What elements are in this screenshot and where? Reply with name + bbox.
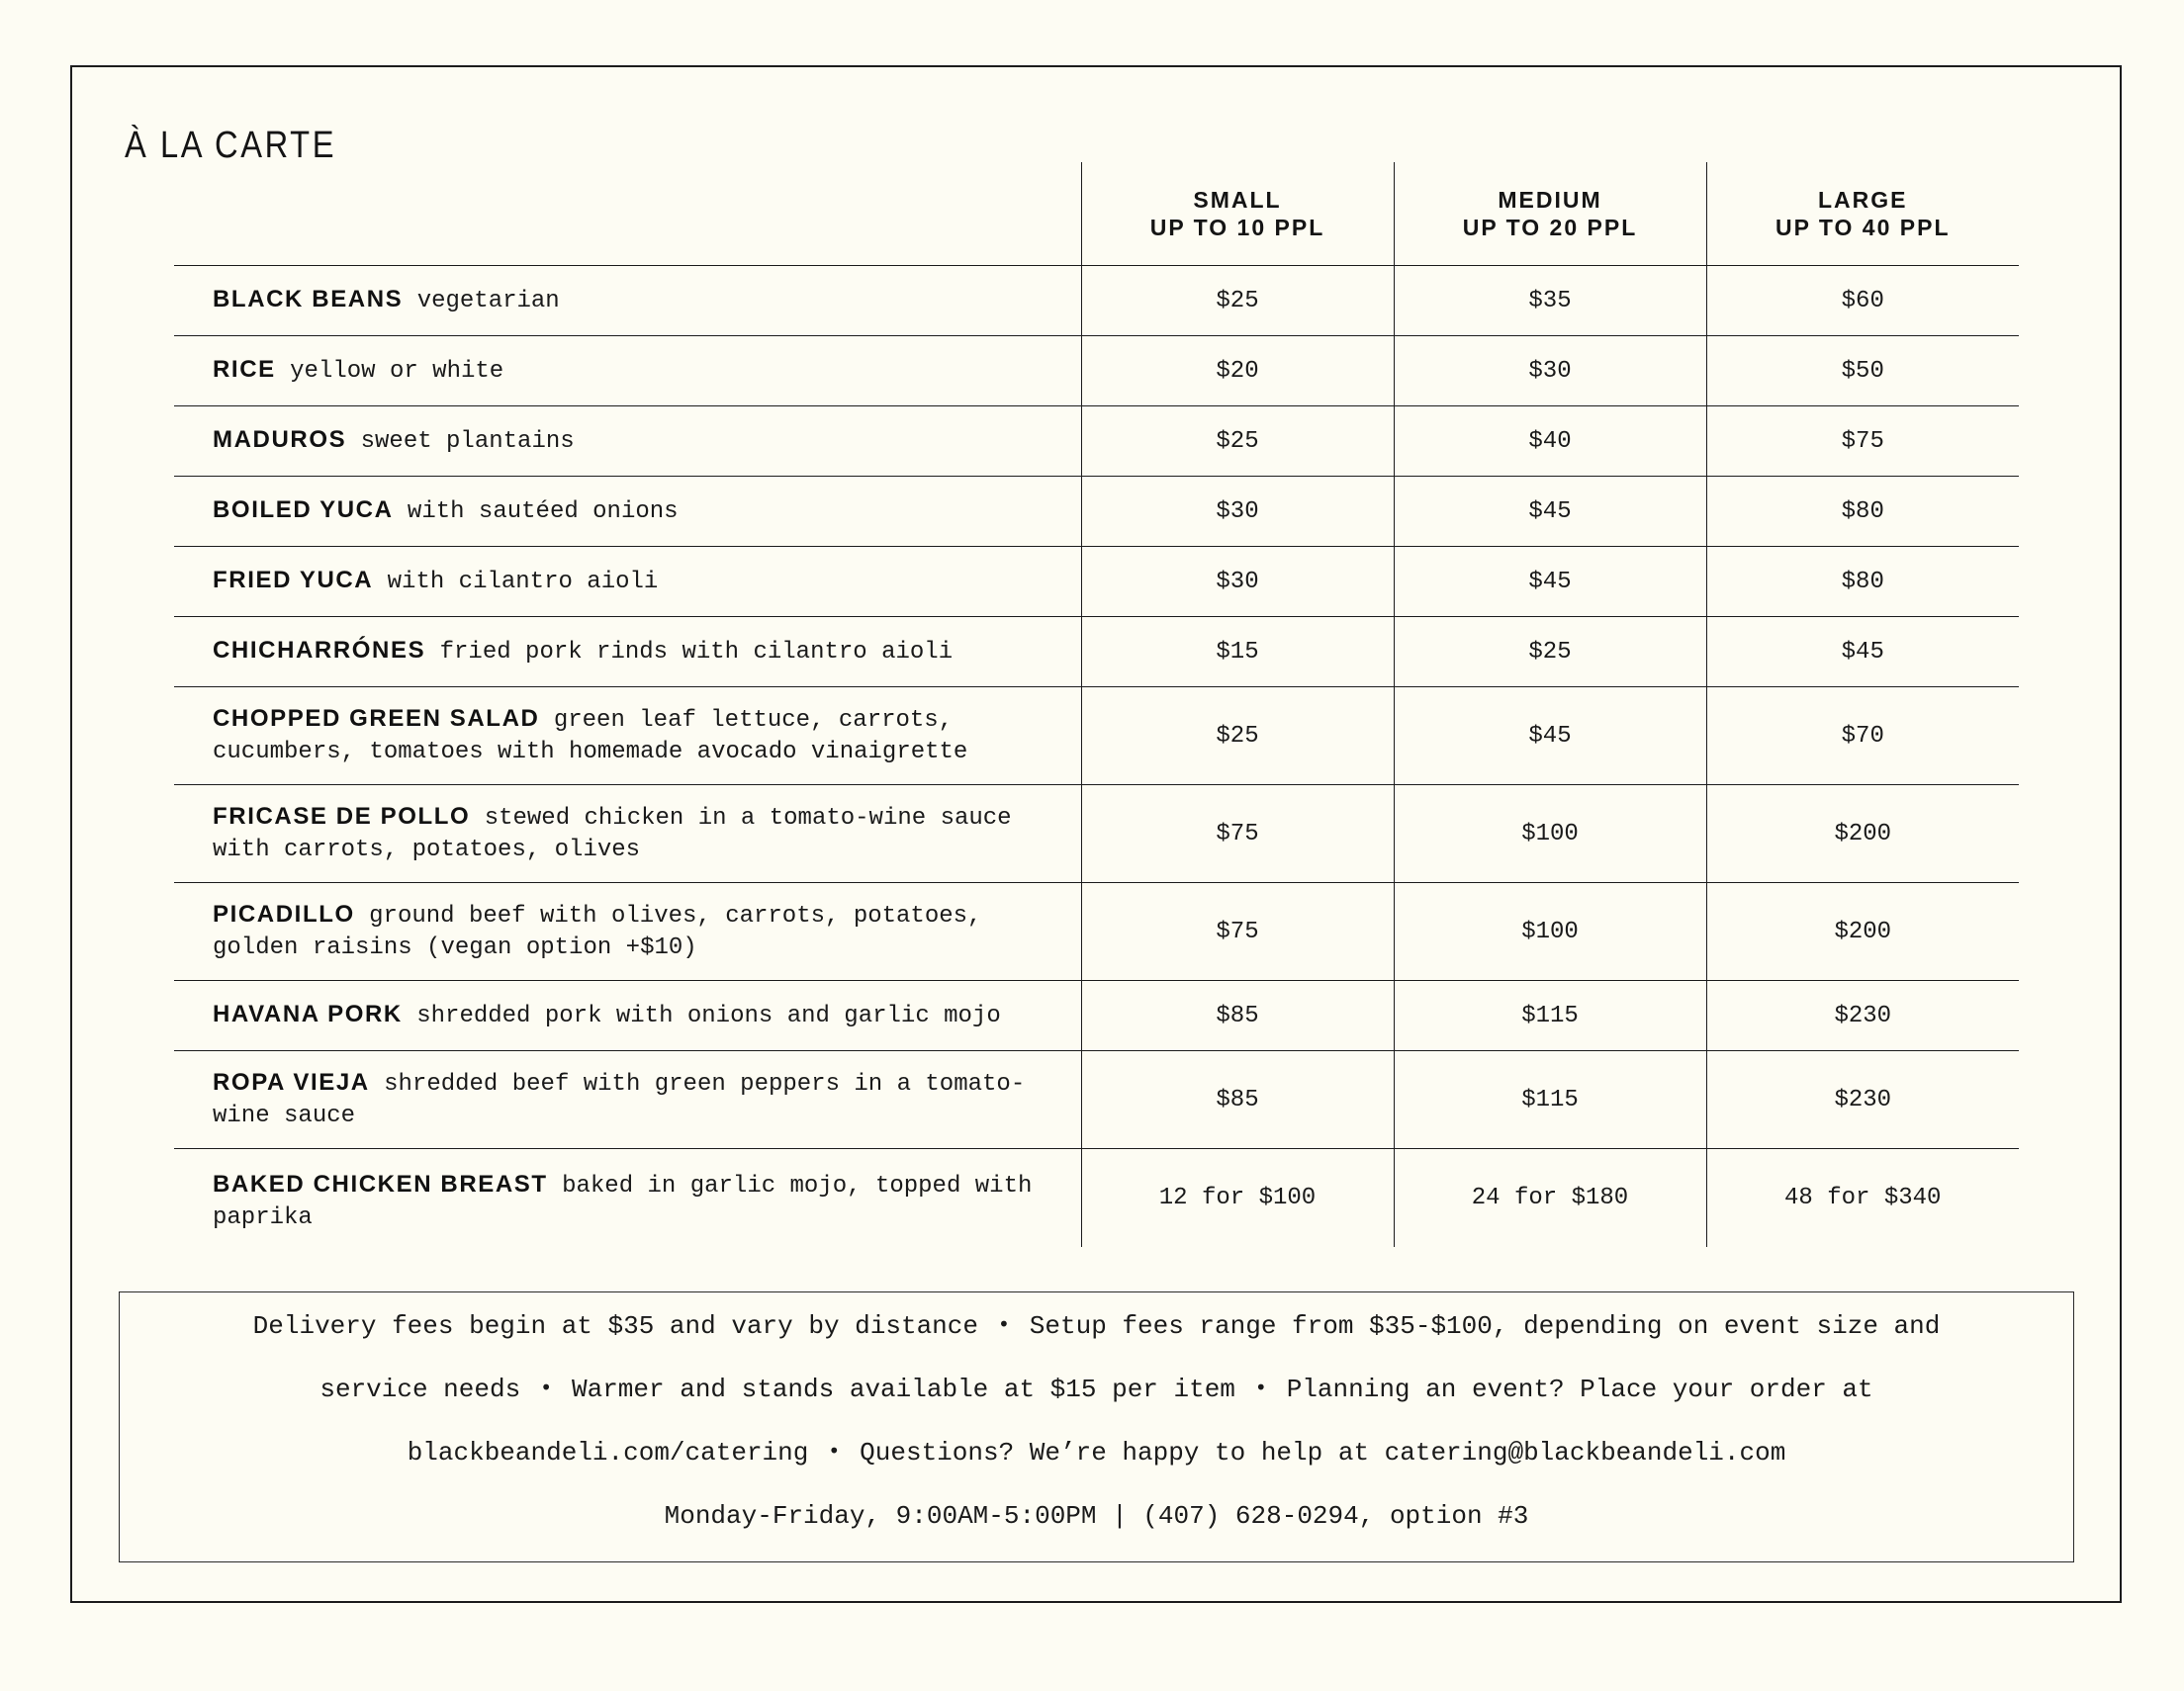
price-medium: 24 for $180 xyxy=(1394,1149,1706,1247)
setup-fees-text: Setup fees range from $35-$100, depending on event size and xyxy=(1029,1311,1941,1341)
bullet-icon: • xyxy=(828,1439,841,1463)
item-name: CHOPPED GREEN SALAD xyxy=(213,705,540,732)
planning-text: Planning an event? Place your order at xyxy=(1286,1375,1873,1404)
table-row xyxy=(174,1149,2019,1247)
item-description: vegetarian xyxy=(416,288,560,314)
item-cell xyxy=(174,336,1081,406)
price-small: 12 for $100 xyxy=(1081,1149,1394,1247)
item-name: RICE xyxy=(213,356,276,383)
price-large: $50 xyxy=(1706,336,2019,406)
item-cell xyxy=(174,547,1081,617)
table-row xyxy=(174,785,2019,883)
item-description: fried pork rinds with cilantro aioli xyxy=(439,639,954,666)
table-row xyxy=(174,336,2019,406)
header-small xyxy=(1081,162,1394,266)
item-cell xyxy=(174,883,1081,981)
info-line xyxy=(120,1375,2073,1404)
header-size-capacity: UP TO 40 PPL xyxy=(1774,215,1951,240)
item-name: ROPA VIEJA xyxy=(213,1069,370,1096)
section-title: À LA CARTE xyxy=(125,125,337,166)
item-cell xyxy=(174,687,1081,785)
item-cell xyxy=(174,981,1081,1051)
price-small: $85 xyxy=(1081,1051,1394,1149)
price-medium: $25 xyxy=(1394,617,1706,687)
price-small: $75 xyxy=(1081,785,1394,883)
price-large: $60 xyxy=(1706,266,2019,336)
item-name: MADUROS xyxy=(213,426,347,453)
table-row xyxy=(174,477,2019,547)
item-name: PICADILLO xyxy=(213,901,355,928)
item-name: CHICHARRÓNES xyxy=(213,637,426,664)
price-small: $75 xyxy=(1081,883,1394,981)
price-small: $20 xyxy=(1081,336,1394,406)
info-line xyxy=(120,1311,2073,1341)
item-cell xyxy=(174,617,1081,687)
price-medium: $30 xyxy=(1394,336,1706,406)
header-size-name: SMALL xyxy=(1193,187,1282,213)
table-row xyxy=(174,547,2019,617)
item-description: shredded pork with onions and garlic mojo xyxy=(416,1003,1001,1029)
price-small: $15 xyxy=(1081,617,1394,687)
price-medium: $100 xyxy=(1394,883,1706,981)
table-row xyxy=(174,406,2019,477)
item-name: FRIED YUCA xyxy=(213,567,374,593)
item-description: ground beef with olives, carrots, potatoes, golden raisins (vegan option +$10) xyxy=(213,903,982,961)
item-cell xyxy=(174,785,1081,883)
item-name: HAVANA PORK xyxy=(213,1001,403,1027)
item-description: sweet plantains xyxy=(360,428,575,455)
header-size-name: MEDIUM xyxy=(1498,187,1602,213)
price-small: $25 xyxy=(1081,406,1394,477)
header-size-capacity: UP TO 10 PPL xyxy=(1149,215,1325,240)
table-row xyxy=(174,1051,2019,1149)
price-large: $80 xyxy=(1706,477,2019,547)
bullet-icon: • xyxy=(540,1376,552,1399)
item-description: yellow or white xyxy=(290,358,504,385)
price-small: $30 xyxy=(1081,547,1394,617)
table-row xyxy=(174,617,2019,687)
info-line xyxy=(120,1501,2073,1531)
header-blank xyxy=(174,162,1081,266)
item-name: FRICASE DE POLLO xyxy=(213,803,471,830)
catering-url: blackbeandeli.com/catering xyxy=(407,1438,809,1468)
price-large: $75 xyxy=(1706,406,2019,477)
price-medium: $35 xyxy=(1394,266,1706,336)
item-cell xyxy=(174,266,1081,336)
info-line xyxy=(120,1438,2073,1468)
price-medium: $115 xyxy=(1394,981,1706,1051)
table-row xyxy=(174,266,2019,336)
price-large: $200 xyxy=(1706,883,2019,981)
delivery-fees-text: Delivery fees begin at $35 and vary by distance xyxy=(252,1311,978,1341)
price-large: $230 xyxy=(1706,981,2019,1051)
price-large: $80 xyxy=(1706,547,2019,617)
item-description: with sautéed onions xyxy=(407,498,679,525)
price-table xyxy=(174,162,2019,1247)
item-name: BAKED CHICKEN BREAST xyxy=(213,1171,548,1199)
price-small: $30 xyxy=(1081,477,1394,547)
item-description: stewed chicken in a tomato-wine sauce with carrots, potatoes, olives xyxy=(213,805,1012,863)
price-medium: $45 xyxy=(1394,687,1706,785)
item-name: BLACK BEANS xyxy=(213,286,404,312)
item-description: baked in garlic mojo, topped with paprika xyxy=(213,1173,1033,1232)
header-size-name: LARGE xyxy=(1818,187,1908,213)
price-medium: $45 xyxy=(1394,547,1706,617)
header-size-capacity: UP TO 20 PPL xyxy=(1462,215,1638,240)
bullet-icon: • xyxy=(1254,1376,1267,1399)
item-cell xyxy=(174,477,1081,547)
item-cell xyxy=(174,1051,1081,1149)
item-name: BOILED YUCA xyxy=(213,496,394,523)
price-small: $85 xyxy=(1081,981,1394,1051)
table-row xyxy=(174,883,2019,981)
price-large: 48 for $340 xyxy=(1706,1149,2019,1247)
warmer-text: Warmer and stands available at $15 per item xyxy=(572,1375,1235,1404)
price-medium: $115 xyxy=(1394,1051,1706,1149)
price-small: $25 xyxy=(1081,687,1394,785)
price-medium: $40 xyxy=(1394,406,1706,477)
item-cell xyxy=(174,1149,1081,1247)
hours-phone-text: Monday-Friday, 9:00AM-5:00PM | (407) 628-0294, option #3 xyxy=(664,1501,1529,1531)
header-large xyxy=(1706,162,2019,266)
item-description: with cilantro aioli xyxy=(387,569,659,595)
table-row xyxy=(174,687,2019,785)
price-medium: $100 xyxy=(1394,785,1706,883)
price-large: $200 xyxy=(1706,785,2019,883)
price-medium: $45 xyxy=(1394,477,1706,547)
price-large: $45 xyxy=(1706,617,2019,687)
price-small: $25 xyxy=(1081,266,1394,336)
price-large: $230 xyxy=(1706,1051,2019,1149)
item-description: shredded beef with green peppers in a tomato-wine sauce xyxy=(213,1071,1026,1129)
table-row xyxy=(174,981,2019,1051)
bullet-icon: • xyxy=(997,1312,1010,1336)
item-cell xyxy=(174,406,1081,477)
table-header-row xyxy=(174,162,2019,266)
questions-text: Questions? We’re happy to help at catering@blackbeandeli.com xyxy=(860,1438,1786,1468)
setup-fees-text-cont: service needs xyxy=(319,1375,521,1404)
price-large: $70 xyxy=(1706,687,2019,785)
header-medium xyxy=(1394,162,1706,266)
item-description: green leaf lettuce, carrots, cucumbers, tomatoes with homemade avocado vinaigrette xyxy=(213,707,968,765)
info-box xyxy=(119,1291,2074,1562)
